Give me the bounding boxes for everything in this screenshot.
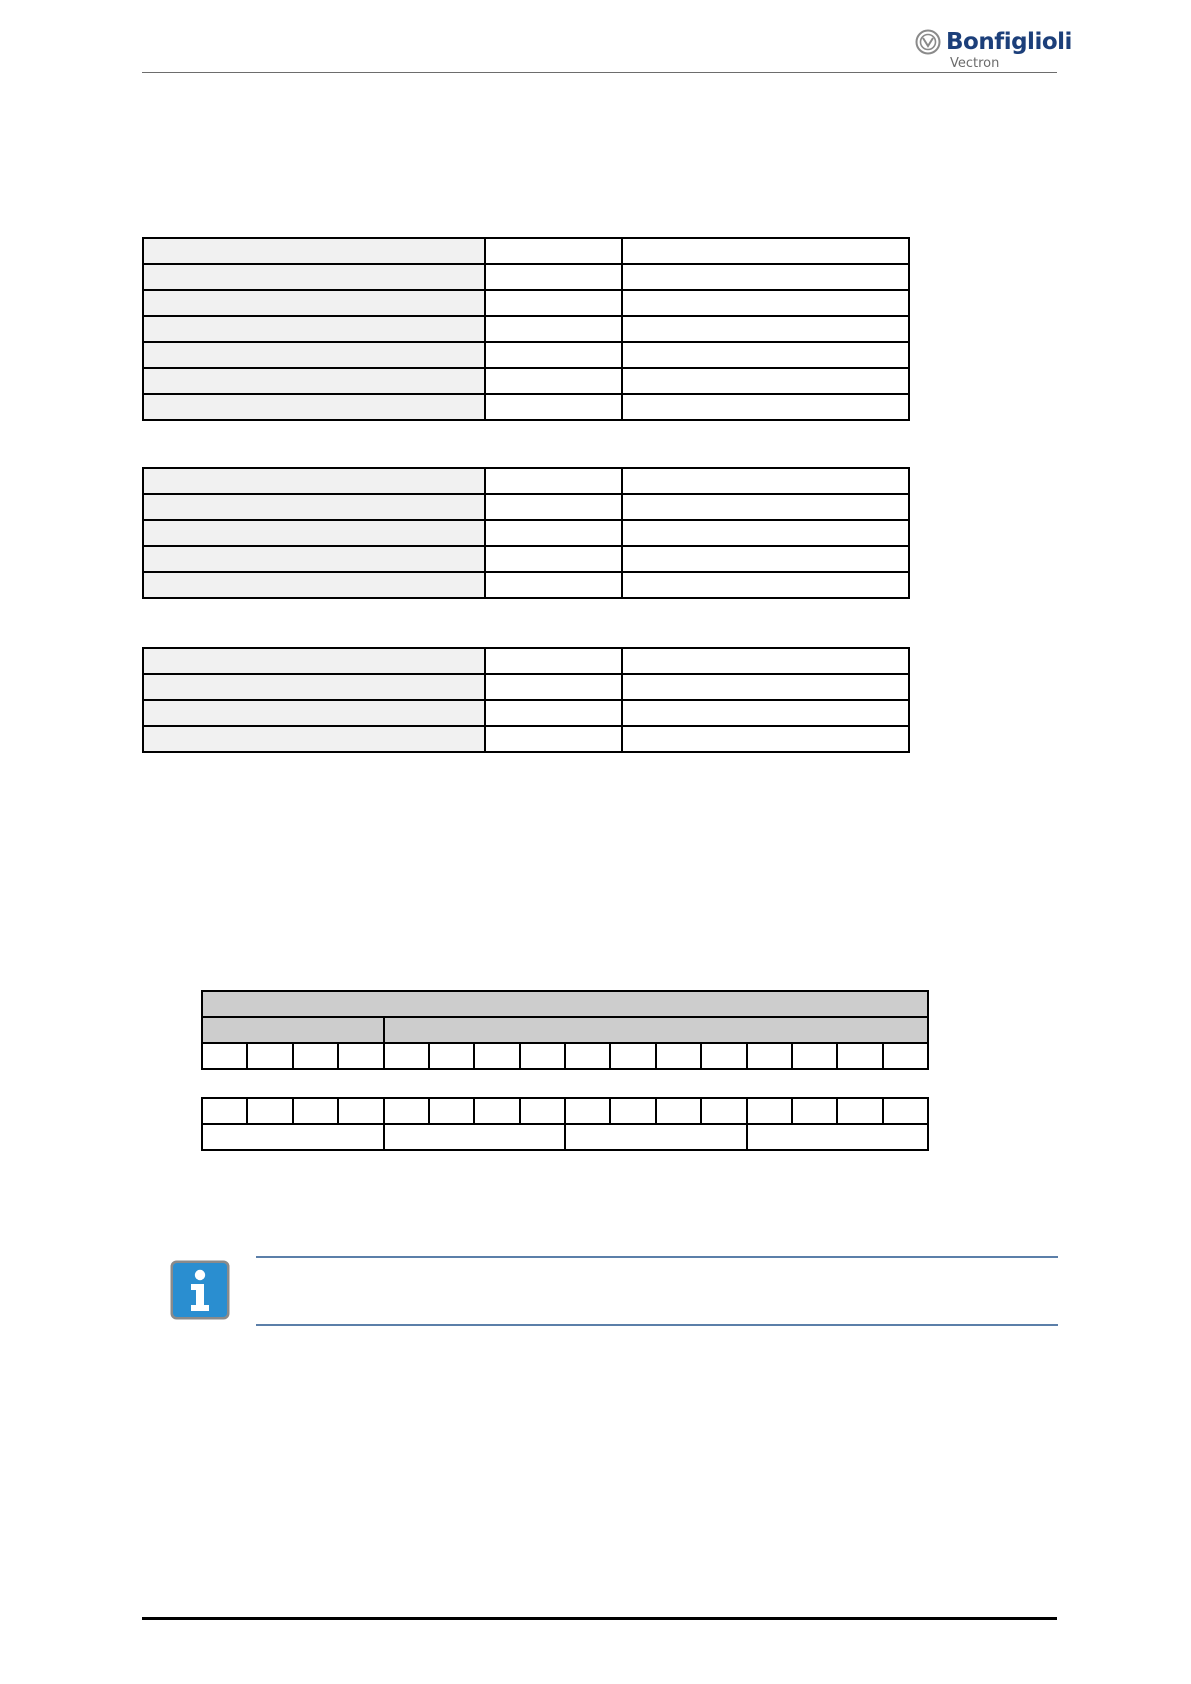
table-cell: [622, 700, 909, 726]
bit-cell: [384, 1043, 429, 1069]
bit-cell: [656, 1098, 701, 1124]
table-row: [143, 264, 909, 290]
table-header-cell: [202, 1017, 384, 1043]
bit-cell: [338, 1043, 383, 1069]
note-rule-top: [256, 1256, 1058, 1258]
table-cell: [622, 368, 909, 394]
table-cell: [622, 726, 909, 752]
table-header-cell: [202, 991, 928, 1017]
table-row: [143, 316, 909, 342]
bonfiglioli-logo-icon: [915, 29, 941, 55]
table-cell: [485, 264, 622, 290]
table-cell: [143, 674, 485, 700]
bit-cell: [565, 1043, 610, 1069]
parameter-table-1: [142, 237, 910, 421]
table-cell: [622, 238, 909, 264]
table-cell: [622, 572, 909, 598]
bit-cell: [792, 1098, 837, 1124]
bit-cell: [610, 1043, 655, 1069]
footer-rule: [142, 1617, 1057, 1620]
bit-cell: [384, 1098, 429, 1124]
table-row: [143, 674, 909, 700]
table-cell: [622, 546, 909, 572]
table-cell: [143, 368, 485, 394]
table-cell: [143, 648, 485, 674]
table-cell: [622, 520, 909, 546]
table-row: [143, 648, 909, 674]
table-row: [143, 238, 909, 264]
table-row: [143, 494, 909, 520]
table-cell: [143, 468, 485, 494]
bit-cell: [293, 1043, 338, 1069]
bit-cell: [247, 1098, 292, 1124]
bit-cell: [837, 1098, 882, 1124]
table-cell: [485, 674, 622, 700]
table-cell: [622, 290, 909, 316]
table-header-row: [202, 991, 928, 1017]
group-cell: [384, 1124, 566, 1150]
table-cell: [143, 316, 485, 342]
table-cell: [143, 572, 485, 598]
table-cell: [485, 520, 622, 546]
table-cell: [143, 520, 485, 546]
table-cell: [622, 264, 909, 290]
table-cell: [143, 546, 485, 572]
bit-cell: [429, 1043, 474, 1069]
table-cell: [622, 342, 909, 368]
table-cell: [485, 726, 622, 752]
bit-table-1: [201, 990, 929, 1070]
bit-cell: [747, 1043, 792, 1069]
company-logo: [915, 27, 1072, 75]
table-cell: [485, 468, 622, 494]
table-cell: [485, 394, 622, 420]
table-cell: [622, 674, 909, 700]
bit-cell: [610, 1098, 655, 1124]
table-cell: [143, 264, 485, 290]
table-row: [143, 700, 909, 726]
table-cell: [622, 316, 909, 342]
bit-table-2: [201, 1097, 929, 1151]
bit-cell: [701, 1043, 746, 1069]
bit-cell: [701, 1098, 746, 1124]
table-cell: [622, 648, 909, 674]
table-cell: [143, 342, 485, 368]
parameter-table-3: [142, 647, 910, 753]
table-cell: [143, 394, 485, 420]
table-cell: [622, 394, 909, 420]
header-rule: [142, 72, 1057, 73]
bit-cell: [837, 1043, 882, 1069]
table-cell: [485, 648, 622, 674]
bit-cell: [520, 1043, 565, 1069]
bit-cell: [656, 1043, 701, 1069]
bit-cell: [520, 1098, 565, 1124]
table-row: [202, 1124, 928, 1150]
table-cell: [485, 494, 622, 520]
bit-cell: [565, 1098, 610, 1124]
bit-cell: [338, 1098, 383, 1124]
table-cell: [485, 700, 622, 726]
table-row: [143, 572, 909, 598]
table-row: [143, 290, 909, 316]
bit-cell: [792, 1043, 837, 1069]
bit-cell: [202, 1098, 247, 1124]
table-row: [143, 368, 909, 394]
table-cell: [143, 238, 485, 264]
bit-cell: [202, 1043, 247, 1069]
table-cell: [485, 368, 622, 394]
table-header-cell: [384, 1017, 929, 1043]
table-cell: [485, 238, 622, 264]
table-cell: [485, 342, 622, 368]
table-cell: [143, 494, 485, 520]
group-cell: [202, 1124, 384, 1150]
bit-cell: [247, 1043, 292, 1069]
table-row: [143, 342, 909, 368]
bit-cell: [474, 1043, 519, 1069]
bit-cell: [883, 1098, 928, 1124]
bit-cell: [883, 1043, 928, 1069]
logo-subtitle: Vectron: [950, 56, 1000, 71]
table-cell: [485, 572, 622, 598]
table-cell: [622, 494, 909, 520]
parameter-table-2: [142, 467, 910, 599]
bit-cell: [474, 1098, 519, 1124]
info-icon: [169, 1259, 231, 1321]
table-cell: [143, 290, 485, 316]
group-cell: [565, 1124, 747, 1150]
table-row: [143, 520, 909, 546]
table-row: [143, 546, 909, 572]
table-cell: [485, 546, 622, 572]
table-row: [202, 1043, 928, 1069]
table-row: [143, 394, 909, 420]
logo-name: Bonfiglioli: [946, 29, 1072, 55]
table-header-row: [202, 1017, 928, 1043]
bit-cell: [429, 1098, 474, 1124]
bit-cell: [293, 1098, 338, 1124]
bit-cell: [747, 1098, 792, 1124]
group-cell: [747, 1124, 929, 1150]
table-row: [202, 1098, 928, 1124]
note-rule-bottom: [256, 1324, 1058, 1326]
table-cell: [143, 700, 485, 726]
table-row: [143, 726, 909, 752]
table-cell: [143, 726, 485, 752]
table-cell: [622, 468, 909, 494]
table-cell: [485, 316, 622, 342]
table-row: [143, 468, 909, 494]
table-cell: [485, 290, 622, 316]
